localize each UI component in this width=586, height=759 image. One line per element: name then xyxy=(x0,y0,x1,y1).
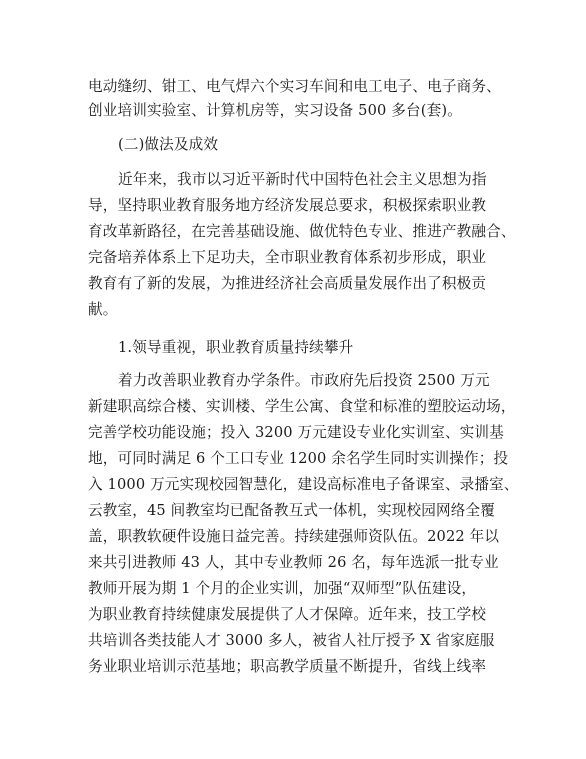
summary-line-1: 近年来，我市以习近平新时代中国特色社会主义思想为指 xyxy=(118,171,487,188)
intro-line-1: 电动缝纫、钳工、电气焊六个实习车间和电工电子、电子商务、 xyxy=(88,78,501,95)
para1-line-5: 入 1000 万元实现校园智慧化，建设高标准电子备课室、录播室、 xyxy=(88,476,519,493)
para1-line-10: 为职业教育持续健康发展提供了人才保障。近年来，技工学校 xyxy=(88,606,487,623)
para1-line-1: 着力改善职业教育办学条件。市政府先后投资 2500 万元 xyxy=(118,372,490,389)
intro-line-2: 创业培训实验室、计算机房等，实习设备 500 多台(套)。 xyxy=(88,102,462,119)
para1-line-6: 云教室，45 间教室均已配备教互式一体机，实现校园网络全覆 xyxy=(88,502,495,519)
subheading-1: 1.领导重视，职业教育质量持续攀升 xyxy=(118,339,354,356)
para1-line-11: 共培训各类技能人才 3000 多人，被省人社厅授予 X 省家庭服 xyxy=(88,632,495,649)
summary-line-2: 导，坚持职业教育服务地方经济发展总要求，积极探索职业教 xyxy=(88,197,487,214)
para1-line-3: 完善学校功能设施；投入 3200 万元建设专业化实训室、实训基 xyxy=(88,424,504,441)
summary-line-6: 献。 xyxy=(88,301,118,318)
summary-line-5: 教育有了新的发展，为推进经济社会高质量发展作出了积极贡 xyxy=(88,275,487,292)
section-heading: (二)做法及成效 xyxy=(118,136,219,153)
summary-line-4: 完备培养体系上下足功夫，全市职业教育体系初步形成，职业 xyxy=(88,249,487,266)
summary-line-3: 育改革新路径，在完善基础设施、做优特色专业、推进产教融合、 xyxy=(88,223,516,240)
para1-line-9: 教师开展为期 1 个月的企业实训，加强“双师型”队伍建设， xyxy=(88,580,477,597)
para1-line-4: 地，可同时满足 6 个工口专业 1200 余名学生同时实训操作；投 xyxy=(88,450,509,467)
para1-line-2: 新建职高综合楼、实训楼、学生公寓、食堂和标准的塑胶运动场， xyxy=(88,398,516,415)
para1-line-7: 盖，职教软硬件设施日益完善。持续建强师资队伍。2022 年以 xyxy=(88,528,500,545)
para1-line-8: 来共引进教师 43 人，其中专业教师 26 名，每年选派一批专业 xyxy=(88,554,499,571)
para1-line-12: 务业职业培训示范基地；职高教学质量不断提升，省线上线率 xyxy=(88,658,487,675)
